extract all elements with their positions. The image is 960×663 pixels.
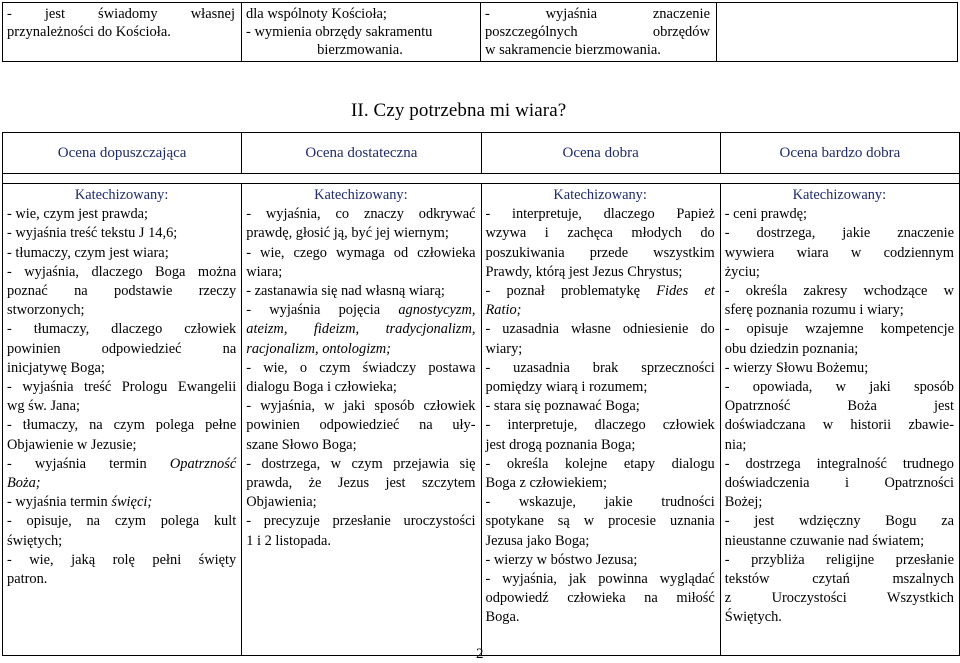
- text-line: - wyjaśnia znaczenie: [485, 6, 710, 22]
- criteria-line: - wyjaśnia termin święci;: [7, 494, 153, 511]
- criteria-line: - tłumaczy, na czym polega pełne: [7, 417, 237, 434]
- top-cell-4: [717, 3, 958, 62]
- criteria-column-2: [242, 184, 481, 656]
- criteria-line: ateizm, fideizm, tradycjonalizm,: [246, 321, 476, 338]
- criteria-line: - dostrzega, jakie znaczenie: [724, 225, 954, 242]
- criteria-line: życiu;: [724, 263, 760, 280]
- text-line: dla wspólnoty Kościoła;: [246, 6, 387, 22]
- criteria-line: - opowiada, w jaki sposób: [724, 379, 954, 396]
- criteria-column-3: [481, 184, 720, 656]
- top-cell-2: [242, 3, 481, 62]
- criteria-line: Prawdy, którą jest Jezus Chrystus;: [485, 263, 683, 280]
- criteria-line: - tłumaczy, dlaczego człowiek: [7, 321, 237, 338]
- criteria-line: 1 i 2 listopada.: [246, 532, 331, 549]
- header-grade-good: Ocena dobra: [481, 133, 720, 174]
- criteria-line: - dostrzega integralność trudnego: [724, 455, 954, 472]
- criteria-line: stworzonych;: [7, 302, 85, 319]
- header-row: [3, 133, 960, 174]
- criteria-line: - wyjaśnia, w jaki sposób człowiek: [246, 398, 476, 415]
- page-number: 2: [476, 646, 484, 662]
- katechizowany-heading: Katechizowany:: [553, 187, 647, 203]
- criteria-line: Boga z człowiekiem;: [485, 475, 607, 492]
- criteria-line: - wyjaśnia, co znaczy odkrywać: [246, 206, 476, 223]
- criteria-line: - tłumaczy, czym jest wiara;: [7, 244, 169, 261]
- criteria-line: doświadczenia i Opatrzności: [724, 475, 954, 492]
- criteria-line: inicjatywę Boga;: [7, 359, 105, 376]
- criteria-line: obu dziedzin poznania;: [724, 340, 859, 357]
- criteria-line: odpowiedź człowieka na miłość: [485, 590, 715, 607]
- criteria-line: - interpretuje, dlaczego Papież: [485, 206, 715, 223]
- criteria-line: - jest wdzięczny Bogu za: [724, 513, 954, 530]
- criteria-line: - przybliża religijne przesłanie: [724, 551, 954, 568]
- criteria-line: pomiędzy wiarą i rozumem;: [485, 379, 648, 396]
- criteria-line: - wierzy Słowu Bożemu;: [724, 359, 869, 376]
- top-cell-3: [481, 3, 717, 62]
- criteria-line: nieustanne czuwanie nad światem;: [724, 532, 925, 549]
- criteria-line: - wie, czym jest prawda;: [7, 206, 149, 223]
- criteria-column-1: [3, 184, 242, 656]
- section-title: II. Czy potrzebna mi wiara?: [351, 100, 567, 121]
- text-line: w sakramencie bierzmowania.: [485, 42, 661, 58]
- criteria-line: Ratio;: [485, 302, 522, 319]
- criteria-line: - precyzuje przesłanie uroczystości: [246, 513, 476, 530]
- text-line: poszczególnych obrzędów: [485, 24, 710, 40]
- criteria-line: Objawienie w Jezusie;: [7, 436, 137, 453]
- criteria-line: - interpretuje, dlaczego człowiek: [485, 417, 715, 434]
- criteria-line: - wyjaśnia, dlaczego Boga można: [7, 263, 237, 280]
- criteria-line: wywiera wiara w codziennym: [724, 244, 954, 261]
- katechizowany-heading: Katechizowany:: [792, 187, 887, 203]
- criteria-line: Jezusa jako Boga;: [485, 532, 590, 549]
- criteria-line: powinien odpowiedzieć na: [7, 340, 237, 357]
- text-line: przynależności do Kościoła.: [7, 24, 171, 40]
- criteria-line: - wyjaśnia treść Prologu Ewangelii: [7, 379, 237, 396]
- previous-section-table: [2, 2, 958, 62]
- criteria-line: świętych;: [7, 532, 63, 549]
- criteria-line: - wie, czego wymaga od człowieka: [246, 244, 476, 261]
- criteria-line: - wyjaśnia treść tekstu J 14,6;: [7, 225, 178, 242]
- criteria-line: jest drogą poznania Boga;: [485, 436, 636, 453]
- text-line: - wymienia obrzędy sakramentu: [246, 24, 433, 40]
- criteria-line: szane Słowo Boga;: [246, 436, 357, 453]
- criteria-line: - dostrzega, w czym przejawia się: [246, 455, 476, 472]
- criteria-line: prawdę, głosić ją, być jej wiernym;: [246, 225, 449, 242]
- criteria-line: - wie, o czym świadczy postawa: [246, 359, 476, 376]
- criteria-line: - stara się poznawać Boga;: [485, 398, 640, 415]
- katechizowany-heading: Katechizowany:: [314, 187, 408, 203]
- criteria-line: spotykane są w procesie uznania: [485, 513, 715, 530]
- criteria-line: doświadczana w historii zbawie-: [724, 417, 954, 434]
- criteria-line: prawda, że Jezus jest szczytem: [246, 475, 476, 492]
- criteria-line: Boga.: [485, 609, 520, 626]
- criteria-line: - opisuje, na czym polega kult: [7, 513, 237, 530]
- criteria-line: racjonalizm, ontologizm;: [246, 340, 391, 357]
- criteria-line: z Uroczystości Wszystkich: [724, 590, 954, 607]
- header-grade-satisfactory: Ocena dostateczna: [242, 133, 481, 174]
- criteria-line: - poznał problematykę Fides et: [485, 283, 715, 300]
- criteria-line: Bożej;: [724, 494, 763, 511]
- criteria-line: dialogu Boga i człowieka;: [246, 379, 397, 396]
- criteria-line: Opatrzność Boża jest: [724, 398, 954, 415]
- criteria-line: Boża;: [7, 475, 41, 492]
- content-row: [3, 184, 960, 656]
- criteria-line: - określa zakresy wchodzące w: [724, 283, 954, 300]
- criteria-line: poznać na podstawie rzeczy: [7, 283, 237, 300]
- criteria-line: wiara;: [246, 263, 283, 280]
- criteria-column-4: [720, 184, 959, 656]
- text-line: - jest świadomy własnej: [7, 6, 235, 22]
- criteria-line: poszukiwania przede wszystkim: [485, 244, 715, 261]
- criteria-line: - wskazuje, jakie trudności: [485, 494, 715, 511]
- criteria-line: - wyjaśnia termin Opatrzność: [7, 455, 237, 472]
- criteria-line: tekstów czytań mszalnych: [724, 571, 954, 588]
- criteria-line: nia;: [724, 436, 747, 453]
- criteria-line: Świętych.: [724, 609, 782, 626]
- criteria-line: - wie, jaką rolę pełni święty: [7, 551, 237, 568]
- header-grade-very-good: Ocena bardzo dobra: [720, 133, 959, 174]
- top-cell-1: [3, 3, 242, 62]
- spacer: [3, 174, 960, 184]
- katechizowany-heading: Katechizowany:: [74, 187, 169, 203]
- criteria-line: - wyjaśnia, jak powinna wyglądać: [485, 571, 715, 588]
- criteria-line: wg św. Jana;: [7, 398, 81, 415]
- criteria-line: wzywa i zachęca młodych do: [485, 225, 715, 242]
- criteria-line: sferę poznania rozumu i wiary;: [724, 302, 904, 319]
- criteria-line: - ceni prawdę;: [724, 206, 808, 223]
- criteria-line: - określa kolejne etapy dialogu: [485, 455, 715, 472]
- criteria-line: - opisuje wzajemne kompetencje: [724, 321, 954, 338]
- header-grade-sufficient: Ocena dopuszczająca: [3, 133, 242, 174]
- grading-table: [2, 132, 960, 656]
- criteria-line: wiary;: [485, 340, 523, 357]
- criteria-line: powinien odpowiedzieć na uły-: [246, 417, 476, 434]
- criteria-line: - wyjaśnia pojęcia agnostycyzm,: [246, 302, 476, 319]
- criteria-line: - zastanawia się nad własną wiarą;: [246, 283, 445, 300]
- criteria-line: Objawienia;: [246, 494, 317, 511]
- text-line: bierzmowania.: [317, 42, 403, 58]
- criteria-line: - wierzy w bóstwo Jezusa;: [485, 551, 638, 568]
- criteria-line: - uzasadnia brak sprzeczności: [485, 359, 715, 376]
- spacer-row: [3, 174, 960, 184]
- criteria-line: patron.: [7, 571, 48, 588]
- criteria-line: - uzasadnia własne odniesienie do: [485, 321, 715, 338]
